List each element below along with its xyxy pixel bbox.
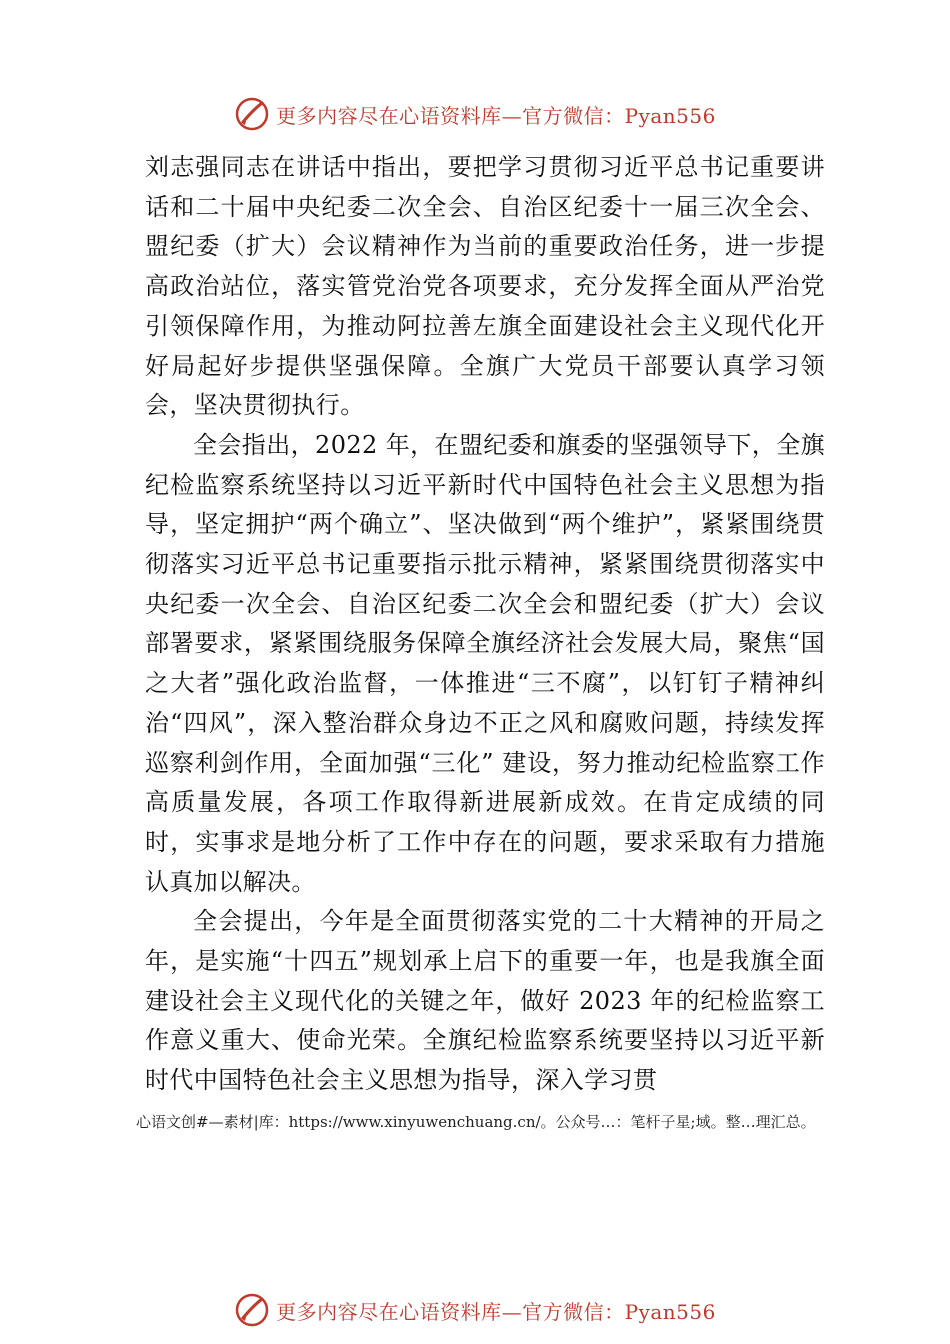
banner-text: 更多内容尽在心语资料库—官方微信：Pyan556 [276, 1299, 716, 1324]
brush-logo-icon [234, 1292, 270, 1328]
source-footnote: 心语文创#—素材|库：https://www.xinyuwenchuang.cn/。公众号…：笔杆子星;域。整…理汇总。 [136, 1113, 816, 1131]
header-banner [0, 94, 950, 134]
paragraph-2: 全会指出，2022 年，在盟纪委和旗委的坚强领导下，全旗纪检监察系统坚持以习近平新时代中国特色社会主义思想为指导，坚定拥护“两个确立”、坚决做到“两个维护”，紧紧围绕贯彻落实习近平总书记重要指示批示精神，紧紧围绕贯彻落实中央纪委一次全会、自治区纪委二次全会和盟纪委（扩大）会议部署要求，紧紧围绕服务保障全旗经济社会发展大局，聚焦“国之大者”强化政治监督，一体推进“三不腐”，以钉钉子精神纠治“四风”，深入整治群众身边不正之风和腐败问题，持续发挥巡察利剑作用，全面加强“三化” 建设，努力推动纪检监察工作高质量发展，各项工作取得新进展新成效。在肯定成绩的同时，实事求是地分析了工作中存在的问题，要求采取有力措施认真加以解决。 [145, 430, 825, 896]
banner-text: 更多内容尽在心语资料库—官方微信：Pyan556 [276, 103, 716, 128]
document-body [145, 148, 825, 1101]
brush-logo-icon [234, 96, 270, 132]
footer-banner [0, 1290, 950, 1330]
paragraph-1: 刘志强同志在讲话中指出，要把学习贯彻习近平总书记重要讲话和二十届中央纪委二次全会、自治区纪委十一届三次全会、盟纪委（扩大）会议精神作为当前的重要政治任务，进一步提高政治站位，落实管党治党各项要求，充分发挥全面从严治党引领保障作用，为推动阿拉善左旗全面建设社会主义现代化开好局起好步提供坚强保障。全旗广大党员干部要认真学习领会，坚决贯彻执行。 [145, 153, 825, 420]
paragraph-3: 全会提出，今年是全面贯彻落实党的二十大精神的开局之年，是实施“十四五”规划承上启下的重要一年，也是我旗全面建设社会主义现代化的关键之年，做好 2023 年的纪检监察工作意义重大、使命光荣。全旗纪检监察系统要坚持以习近平新时代中国特色社会主义思想为指导，深入学习贯 [145, 907, 825, 1095]
